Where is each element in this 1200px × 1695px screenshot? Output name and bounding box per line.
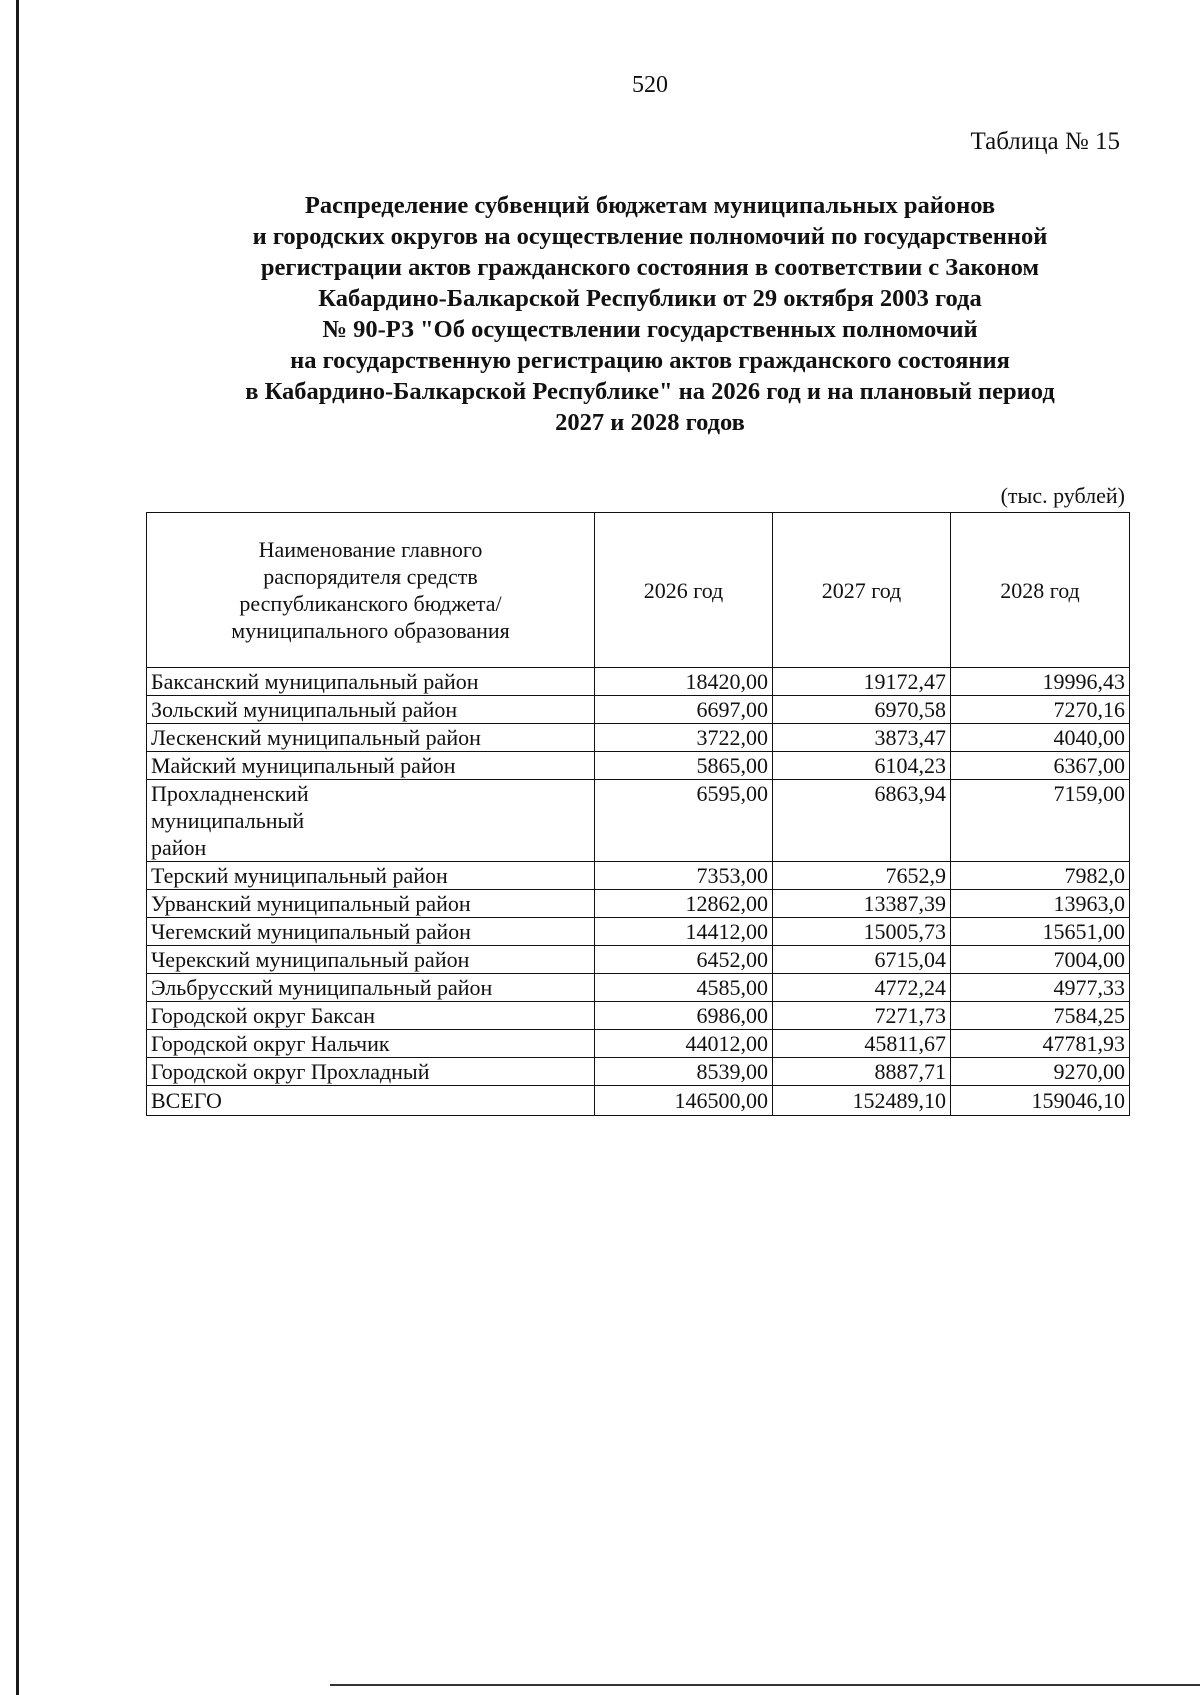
row-name: Урванский муниципальный район [147, 890, 595, 918]
table-row [147, 1058, 1130, 1086]
value-2026: 6452,00 [595, 946, 773, 974]
value-2027: 6715,04 [773, 946, 951, 974]
value-2028: 6367,00 [951, 752, 1130, 780]
row-name: Зольский муниципальный район [147, 696, 595, 724]
column-header-2026: 2026 год [595, 513, 773, 668]
table-total-row [147, 1086, 1130, 1116]
title-line: в Кабардино-Балкарской Республике" на 2026 год и на плановый период [245, 378, 1055, 405]
value-2028: 7982,0 [951, 862, 1130, 890]
table-row [147, 696, 1130, 724]
table-row [147, 1002, 1130, 1030]
column-header-2027: 2027 год [773, 513, 951, 668]
scan-border-left [16, 0, 19, 1695]
subventions-table [146, 512, 1130, 1116]
row-name: Баксанский муниципальный район [147, 668, 595, 696]
row-name: Городской округ Баксан [147, 1002, 595, 1030]
total-2028: 159046,10 [951, 1086, 1130, 1116]
table-row [147, 668, 1130, 696]
table-row [147, 946, 1130, 974]
row-name: Городской округ Прохладный [147, 1058, 595, 1086]
title-line: на государственную регистрацию актов гражданского состояния [290, 347, 1010, 374]
column-header-name: Наименование главного распорядителя средств республиканского бюджета/муниципального образования [147, 513, 595, 668]
table-row [147, 890, 1130, 918]
value-2027: 4772,24 [773, 974, 951, 1002]
title-line: № 90-РЗ "Об осуществлении государственных полномочий [322, 316, 978, 343]
value-2027: 13387,39 [773, 890, 951, 918]
value-2028: 19996,43 [951, 668, 1130, 696]
value-2027: 6970,58 [773, 696, 951, 724]
page-number: 520 [632, 72, 668, 98]
title-line: и городских округов на осуществление полномочий по государственной [252, 223, 1048, 250]
row-name: Терский муниципальный район [147, 862, 595, 890]
title-line: Кабардино-Балкарской Республики от 29 октября 2003 года [318, 285, 982, 312]
value-2028: 47781,93 [951, 1030, 1130, 1058]
row-name: Городской округ Нальчик [147, 1030, 595, 1058]
value-2026: 18420,00 [595, 668, 773, 696]
value-2027: 19172,47 [773, 668, 951, 696]
title-line: 2027 и 2028 годов [555, 409, 745, 436]
column-header-2028: 2028 год [951, 513, 1130, 668]
table-row [147, 862, 1130, 890]
row-name: Чегемский муниципальный район [147, 918, 595, 946]
row-name: Прохладненский муниципальный район [147, 780, 595, 862]
table-header-row [147, 513, 1130, 668]
value-2028: 7004,00 [951, 946, 1130, 974]
value-2027: 45811,67 [773, 1030, 951, 1058]
table-row [147, 1030, 1130, 1058]
table-row [147, 974, 1130, 1002]
value-2028: 4040,00 [951, 724, 1130, 752]
value-2028: 15651,00 [951, 918, 1130, 946]
value-2027: 6863,94 [773, 780, 951, 862]
units-label: (тыс. рублей) [1000, 483, 1125, 508]
value-2026: 8539,00 [595, 1058, 773, 1086]
row-name: Майский муниципальный район [147, 752, 595, 780]
value-2026: 6595,00 [595, 780, 773, 862]
document-title [170, 190, 1130, 438]
value-2027: 6104,23 [773, 752, 951, 780]
scan-border-bottom [330, 1684, 1200, 1686]
value-2028: 7584,25 [951, 1002, 1130, 1030]
value-2027: 15005,73 [773, 918, 951, 946]
value-2026: 12862,00 [595, 890, 773, 918]
row-name: Эльбрусский муниципальный район [147, 974, 595, 1002]
table-number: Таблица № 15 [970, 128, 1120, 155]
value-2026: 5865,00 [595, 752, 773, 780]
value-2026: 4585,00 [595, 974, 773, 1002]
value-2026: 3722,00 [595, 724, 773, 752]
total-2026: 146500,00 [595, 1086, 773, 1116]
title-line: регистрации актов гражданского состояния в соответствии с Законом [260, 254, 1040, 281]
table-row [147, 724, 1130, 752]
value-2027: 7271,73 [773, 1002, 951, 1030]
value-2028: 13963,0 [951, 890, 1130, 918]
value-2026: 14412,00 [595, 918, 773, 946]
row-name: Лескенский муниципальный район [147, 724, 595, 752]
value-2028: 7159,00 [951, 780, 1130, 862]
row-name: Черекский муниципальный район [147, 946, 595, 974]
title-line: Распределение субвенций бюджетам муниципальных районов [304, 192, 996, 219]
value-2026: 44012,00 [595, 1030, 773, 1058]
total-label: ВСЕГО [147, 1086, 595, 1116]
table-row [147, 752, 1130, 780]
value-2027: 7652,9 [773, 862, 951, 890]
value-2028: 9270,00 [951, 1058, 1130, 1086]
value-2028: 4977,33 [951, 974, 1130, 1002]
value-2028: 7270,16 [951, 696, 1130, 724]
table-row [147, 780, 1130, 862]
value-2027: 8887,71 [773, 1058, 951, 1086]
value-2027: 3873,47 [773, 724, 951, 752]
value-2026: 7353,00 [595, 862, 773, 890]
total-2027: 152489,10 [773, 1086, 951, 1116]
value-2026: 6986,00 [595, 1002, 773, 1030]
value-2026: 6697,00 [595, 696, 773, 724]
table-row [147, 918, 1130, 946]
